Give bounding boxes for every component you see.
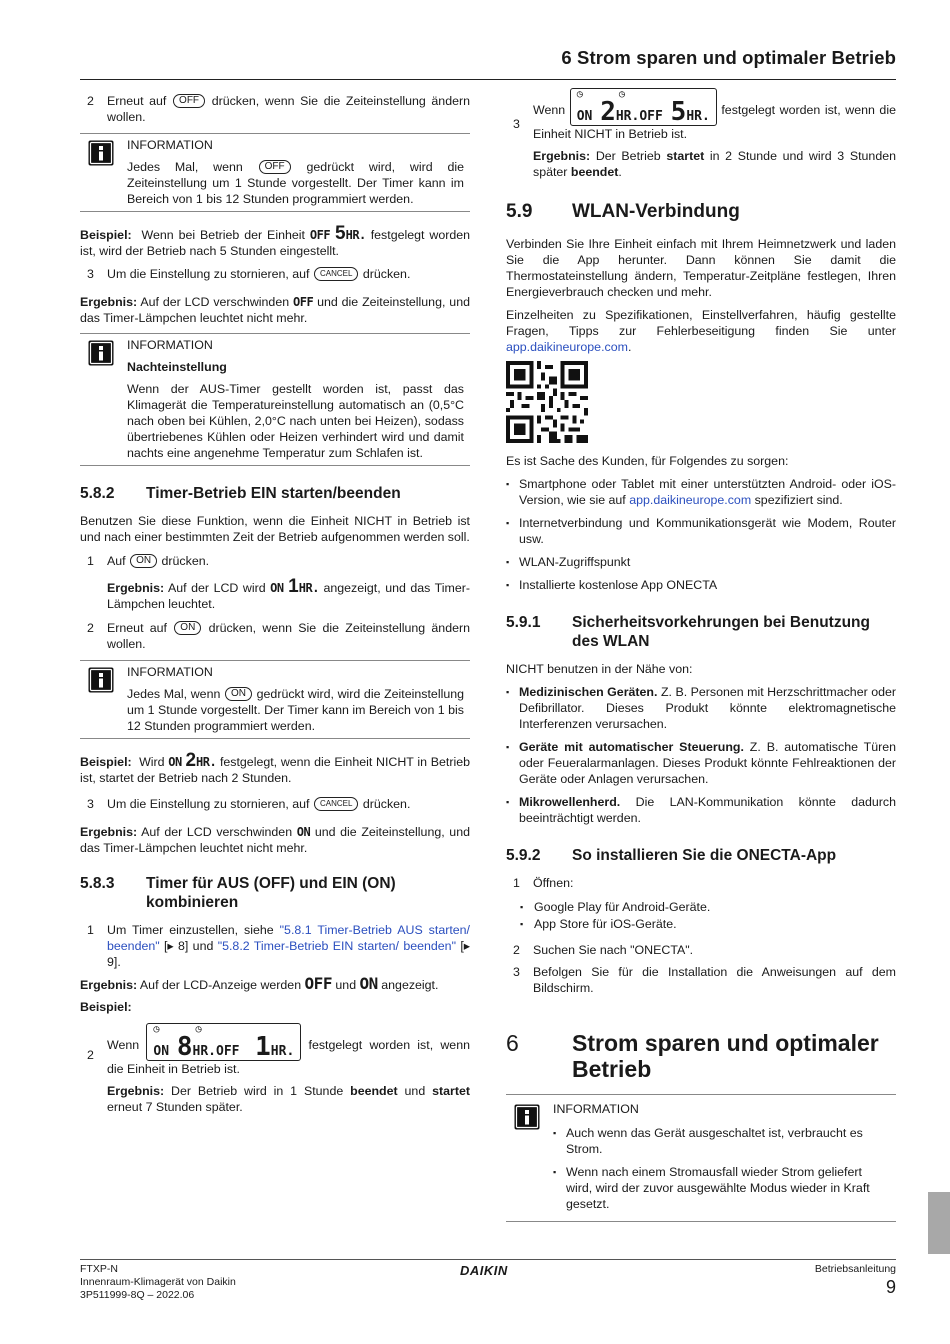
- example-on-2h: Beispiel: Wird ON 2HR. festgelegt, wenn die Einheit NICHT in Betrieb ist, startet der Betrieb nach 2 Stunden.: [80, 750, 470, 785]
- step-press-on: 1 Auf ON drücken.: [87, 554, 210, 568]
- lcd-off: OFF: [309, 228, 331, 242]
- info-icon: [80, 337, 127, 461]
- section-heading-5-8-2: 5.8.2 Timer-Betrieb EIN starten/beenden: [80, 485, 401, 502]
- information-box: INFORMATION Jedes Mal, wenn OFF gedrückt wird, wird die Zeiteinstellung um 1 Stunde vorgestellt. Der Timer kann im Bereich von 1 bis 12 Stunden programmiert werden.: [80, 133, 470, 212]
- information-box-on: INFORMATION Jedes Mal, wenn ON gedrückt wird, wird die Zeiteinstellung um 1 Stunde vorgestellt. Der Timer kann im Bereich von 1 bis 12 Stunden programmiert werden.: [80, 660, 470, 739]
- section-heading-5-9-2: 5.9.2 So installieren Sie die ONECTA-App: [506, 847, 837, 864]
- link-5-8-2[interactable]: "5.8.2 Timer-Betrieb EIN starten/ beenden": [217, 939, 456, 953]
- qr-code: [506, 361, 588, 443]
- step-off-again: 2 Erneut auf OFF drücken, wenn Sie die Zeiteinstellung ändern wollen.: [80, 93, 470, 125]
- on-button-glyph: ON: [174, 621, 201, 635]
- precautions-list: [506, 684, 896, 826]
- list-item: ▪ Smartphone oder Tablet mit einer unterstützten Android- oder iOS-Version, wie sie auf app.daikineurope.com spezifiziert sind.: [506, 476, 896, 508]
- chapter-tab-marker: [928, 1192, 950, 1254]
- cancel-button-glyph: CANCEL: [314, 797, 358, 811]
- example-label: Beispiel:: [80, 1000, 132, 1014]
- section-heading-5-8-3: 5.8.3 Timer für AUS (OFF) und EIN (ON) kombinieren: [80, 875, 396, 911]
- list-item: ▪ Medizinischen Geräten. Z. B. Personen mit Herzschrittmacher oder Defibrillator. Dieses Produkt könnte elektromagnetische Interferenzen verursachen.: [506, 684, 896, 732]
- list-item: ▪ Wenn nach einem Stromausfall wieder Strom geliefert wird, wird der zuvor ausgewählte Modus wieder in Kraft gesetzt.: [553, 1164, 890, 1212]
- step-open: 1 Öffnen:: [513, 876, 574, 890]
- cancel-button-glyph: CANCEL: [314, 267, 358, 281]
- off-button-glyph: OFF: [173, 94, 205, 108]
- page-header: [80, 47, 896, 80]
- example-off-5h: Beispiel: Wenn bei Betrieb der Einheit OFF 5HR. festgelegt worden ist, wird der Betrieb nach 5 Stunden eingestellt.: [80, 223, 471, 258]
- list-item: ▪ Internetverbindung und Kommunikationsgerät wie Modem, Router usw.: [506, 515, 896, 547]
- information-box-night: INFORMATION Nachteinstellung Wenn der AUS-Timer gestellt worden ist, passt das Klimagerät die Temperatureinstellung automatisch an (0,5°C nach oben bei Kühlen, 2,0°C nach unten bei Heizen), sodass übertriebenes Kühlen oder Heizen verhindert wird und damit nachts eine angenehme Temperatur zum Schlafen ist.: [80, 333, 470, 466]
- list-item: ▪ Mikrowellenherd. Die LAN-Kommunikation könnte dadurch beeinträchtigt werden.: [506, 794, 896, 826]
- info-icon: [80, 664, 127, 734]
- page-header-title: 6 Strom sparen und optimaler Betrieb: [561, 47, 896, 68]
- app-link[interactable]: app.daikineurope.com: [629, 493, 752, 507]
- info-icon: [80, 137, 127, 207]
- list-item: ▪ Google Play für Android-Geräte.: [506, 899, 896, 915]
- section-heading-5-9-1: 5.9.1 Sicherheitsvorkehrungen bei Benutzung des WLAN: [506, 614, 870, 650]
- footer-right: Betriebsanleitung 9: [814, 1263, 896, 1297]
- result-on-1h: Ergebnis: Auf der LCD wird ON 1HR. angezeigt, und das Timer-Lämpchen leuchtet.: [107, 576, 471, 611]
- list-item: ▪ Installierte kostenlose App ONECTA: [506, 577, 896, 593]
- step-combine: 1 Um Timer einzustellen, siehe "5.8.1 Timer-Betrieb AUS starten/ beenden" [▸ 8] und "5.8.2 Timer-Betrieb EIN starten/ beenden" [▸ 9].: [87, 923, 471, 969]
- step-follow: 3 Befolgen Sie für die Installation die Anweisungen auf dem Bildschirm.: [513, 965, 896, 995]
- information-title: INFORMATION: [127, 138, 213, 152]
- footer-left: FTXP-N Innenraum-Klimagerät von Daikin 3P511999-8Q – 2022.06: [80, 1263, 236, 1301]
- page-number: 9: [885, 1277, 896, 1297]
- step-lcd-combined-2: 3 Wenn ◷ ◷ ON 2HR.OFF 5HR. festgelegt worden ist, wenn die Einheit NICHT in Betrieb ist.: [513, 89, 896, 141]
- info-icon: [506, 1101, 553, 1219]
- result-both: Ergebnis: Auf der LCD-Anzeige werden OFF und ON angezeigt.: [80, 974, 439, 993]
- on-button-glyph: ON: [130, 554, 157, 568]
- list-item: ▪ Auch wenn das Gerät ausgeschaltet ist, verbraucht es Strom.: [553, 1125, 890, 1157]
- list-item: ▪ Geräte mit automatischer Steuerung. Z. B. automatische Türen oder Feueralarmanlagen. Dieses Produkt könnte Fehlreaktionen der Geräte oder Anlagen verursachen.: [506, 739, 896, 787]
- off-button-glyph: OFF: [259, 160, 291, 174]
- section-heading-5-9: 5.9 WLAN-Verbindung: [506, 201, 740, 222]
- step-on-again: 2 Erneut auf ON drücken, wenn Sie die Zeiteinstellung ändern wollen.: [87, 621, 470, 651]
- step-lcd-combined: 2 Wenn ◷ ◷ ON 8HR.OFF 1HR. festgelegt worden ist, wenn die Einheit in Betrieb ist.: [87, 1024, 470, 1076]
- store-list: [506, 899, 896, 932]
- left-column: 2 Erneut auf OFF drücken, wenn Sie die Zeiteinstellung ändern wollen. INFORMATION Jedes Mal, wenn OFF gedrückt wird, wird die Zeiteinstellung um 1 Stunde vorgestellt. Der Timer kann im Bereich von 1 bis 12 Stunden programmiert werden. Beispiel: Wenn bei Betrieb der Einheit OFF 5HR. festgelegt worden ist, wird der Betrieb nach 5 Stunden eingestellt. 3 Um die Einstellung zu stornieren, auf CANCEL drücken. Ergebnis: Auf der LCD verschwinden OFF und die Zeiteinstellung, und das Timer-Lämpchen leuchtet nicht mehr. INFORMATION Nachteinstellung Wenn der AUS-Timer gestellt worden ist, passt das Klimagerät die Temperatureinstellung automatisch an (0,5°C nach oben bei Kühlen, 2,0°C nach unten bei Heizen), sodass übertriebenes Kühlen oder Heizen verhindert wird und damit nachts eine angenehme Temperatur zum Schlafen ist. 5.8.2 Timer-Betrieb EIN starten/beenden Benutzen Sie diese Funktion, wenn die Einheit NICHT in Betrieb ist und nach einer bestimmten Zeit der Betrieb aufgenommen werden soll. 1 Auf ON drücken. Ergebnis: Auf der LCD wird ON 1HR. angezeigt, und das Timer-Lämpchen leuchtet. 2 Erneut auf ON drücken, wenn Sie die Zeiteinstellung ändern wollen. INFORMATION Jedes Mal, wenn ON gedrückt wird, wird die Zeiteinstellung um 1 Stunde vorgestellt. Der Timer kann im Bereich von 1 bis 12 Stunden programmiert werden. Beispiel: Wird ON 2HR. festgelegt, wenn die Einheit NICHT in Betrieb ist, startet der Betrieb nach 2 Stunden. 3 Um die Einstellung zu stornieren, auf CANCEL drücken. Ergebnis: Auf der LCD verschwinden ON und die Zeiteinstellung, und das Timer-Lämpchen leuchtet nicht mehr. 5.8.3 Timer für AUS (OFF) und EIN (ON) kombinieren 1 Um Timer einzustellen, siehe "5.8.1 Timer-Betrieb AUS starten/ beenden" [▸ 8] und "5.8.2 Timer-Betrieb EIN starten/ beenden" [▸ 9]. Ergebnis: Auf der LCD-Anzeige werden OFF und ON angezeigt. Beispiel: 2 Wenn ◷ ◷ ON 8HR.OFF 1HR. festgelegt worden ist, wenn die Einheit in Betrieb ist. Ergebnis: Der Betrieb wird in 1 Stunde beendet und startet erneut 7 Stunden später.: [80, 94, 471, 1114]
- result-on-cleared: Ergebnis: Auf der LCD verschwinden ON und die Zeiteinstellung, und das Timer-Lämpchen leuchtet nicht mehr.: [80, 825, 470, 855]
- requirements-list: [506, 476, 896, 593]
- list-item: ▪ WLAN-Zugriffspunkt: [506, 554, 896, 570]
- on-button-glyph: ON: [225, 687, 252, 701]
- list-item: ▪ App Store für iOS-Geräte.: [506, 916, 896, 932]
- step-cancel-on: 3 Um die Einstellung zu stornieren, auf CANCEL drücken.: [87, 797, 411, 811]
- lcd-display: ◷ ◷ ON 2HR.OFF 5HR.: [570, 88, 717, 126]
- information-box-6: INFORMATION ▪ Auch wenn das Gerät ausgeschaltet ist, verbraucht es Strom. ▪ Wenn nach einem Stromausfall wieder Strom geliefert wird, wird der zuvor ausgewählte Modus wieder in Kraft gesetzt.: [506, 1094, 896, 1222]
- result-combined: Ergebnis: Der Betrieb wird in 1 Stunde beendet und startet erneut 7 Stunden später.: [107, 1084, 470, 1114]
- result-off: Ergebnis: Auf der LCD verschwinden OFF und die Zeiteinstellung, und das Timer-Lämpchen leuchtet nicht mehr.: [80, 295, 470, 325]
- lcd-display: ◷ ◷ ON 8HR.OFF 1HR.: [146, 1023, 301, 1061]
- result-combined-2: Ergebnis: Der Betrieb startet in 2 Stunde und wird 3 Stunden später beendet.: [533, 149, 896, 179]
- chapter-heading-6: 6 Strom sparen und optimaler Betrieb: [506, 1030, 879, 1082]
- page-footer: [80, 1259, 896, 1301]
- step-search: 2 Suchen Sie nach "ONECTA".: [513, 943, 694, 957]
- app-link[interactable]: app.daikineurope.com: [506, 340, 628, 354]
- details-paragraph: Einzelheiten zu Spezifikationen, Einstellverfahren, häufig gestellte Fragen, Tipps zur Fehlerbeseitigung finden Sie unter app.daikineurope.com.: [506, 308, 896, 354]
- daikin-logo: DAIKIN: [460, 1263, 508, 1278]
- link-5-8-1[interactable]: "5.8.1 Timer-Betrieb AUS starten/ beenden": [107, 923, 471, 953]
- step-cancel: 3 Um die Einstellung zu stornieren, auf CANCEL drücken.: [87, 267, 411, 281]
- step-number: 2: [87, 94, 94, 108]
- right-column: 3 Wenn ◷ ◷ ON 2HR.OFF 5HR. festgelegt worden ist, wenn die Einheit NICHT in Betrieb ist. Ergebnis: Der Betrieb startet in 2 Stunde und wird 3 Stunden später beendet. 5.9 WLAN-Verbindung Verbinden Sie Ihre Einheit einfach mit Ihrem Heimnetzwerk und laden Sie die App herunter. Dann können Sie damit die Thermostateinstellung ändern, Temperatur-Zeitpläne festlegen, Ihren Energieverbrauch checken und mehr. Einzelheiten zu Spezifikationen, Einstellverfahren, häufig gestellte Fragen, Tipps zur Fehlerbeseitigung finden Sie unter app.daikineurope.com. Es ist Sache des Kunden, für Folgendes zu sorgen: ▪ Smartphone oder Tablet mit einer unterstützten Android- oder iOS-Version, wie sie auf app.daikineurope.com spezifiziert sind. ▪ Internetverbindung und Kommunikationsgerät wie Modem, Router usw. ▪ WLAN-Zugriffspunkt ▪ Installierte kostenlose App ONECTA 5.9.1 Sicherheitsvorkehrungen bei Benutzung des WLAN NICHT benutzen in der Nähe von: ▪ Medizinischen Geräten. Z. B. Personen mit Herzschrittmacher oder Defibrillator. Dieses Produkt könnte elektromagnetische Interferenzen verursachen. ▪ Geräte mit automatischer Steuerung. Z. B. automatische Türen oder Feueralarmanlagen. Dieses Produkt könnte Fehlreaktionen der Geräte oder Anlagen verursachen. ▪ Mikrowellenherd. Die LAN-Kommunikation könnte dadurch beeinträchtigt werden. 5.9.2 So installieren Sie die ONECTA-App 1 Öffnen: ▪ Google Play für Android-Geräte. ▪ App Store für iOS-Geräte. 2 Suchen Sie nach "ONECTA". 3 Befolgen Sie für die Installation die Anweisungen auf dem Bildschirm. 6 Strom sparen und optimaler Betrieb INFORMATION ▪ Auch wenn das Gerät ausgeschaltet ist, verbraucht es Strom. ▪ Wenn nach einem Stromausfall wieder Strom geliefert wird, wird der zuvor ausgewählte Modus wieder in Kraft gesetzt.: [506, 88, 896, 1230]
